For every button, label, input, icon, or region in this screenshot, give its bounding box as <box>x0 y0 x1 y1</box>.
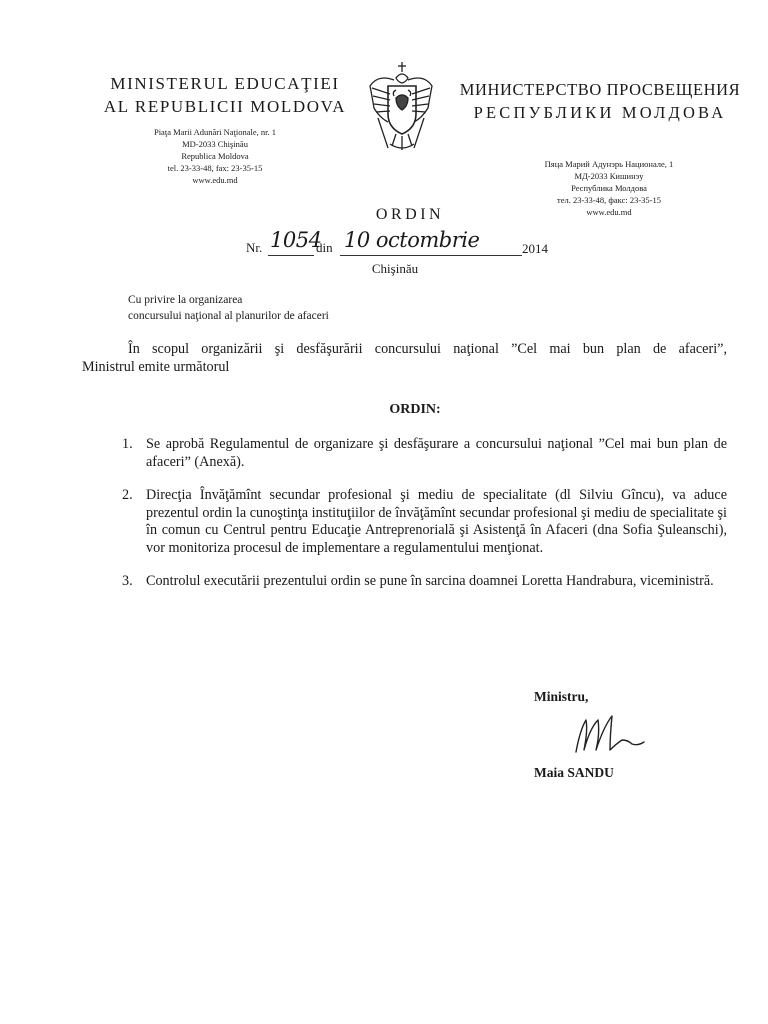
item-text: Se aprobă Regulamentul de organizare şi desfăşurare a concursului naţional ”Cel mai bun plan de afaceri” (Anexă). <box>146 436 727 470</box>
address-line: МД-2033 Кишинэу <box>574 171 644 181</box>
list-item <box>122 573 727 591</box>
number-underline <box>268 255 314 256</box>
address-line: tel. 23-33-48, fax: 23-35-15 <box>167 163 263 173</box>
ministry-header-romanian <box>80 72 370 186</box>
ordin-heading: ORDIN: <box>389 402 441 417</box>
subject-line: Cu privire la organizarea <box>128 294 243 306</box>
address-line: Пяца Марий Адунэрь Национале, 1 <box>544 159 674 169</box>
list-item <box>122 436 727 471</box>
ministry-name-ro-line1: MINISTERUL EDUCAŢIEI <box>110 74 340 93</box>
list-item <box>122 487 727 557</box>
subject-line: concursului naţional al planurilor de afaceri <box>128 310 329 322</box>
order-number-line <box>246 228 566 262</box>
ministry-name-ro-line2: AL REPUBLICII MOLDOVA <box>103 97 347 116</box>
handwritten-signature-icon <box>570 712 660 760</box>
address-line: www.edu.md <box>192 175 238 185</box>
address-line: Республика Молдова <box>571 183 647 193</box>
address-line: Piaţa Marii Adunări Naţionale, nr. 1 <box>153 127 277 137</box>
order-number: 1054 <box>270 228 322 252</box>
item-text: Direcţia Învăţămînt secundar profesional şi mediu de specialitate (dl Silviu Gîncu), va aduce prezentul ordin la cunoştinţa instituţiilor de învăţămînt secundar profesional şi mediu de specialitate şi în comun cu Centrul pentru Educaţie Antreprenorială şi Asistenţă în Afaceri (dna Sofia Şuleanschi), vor monitoriza procesul de implementare a regulamentului menţionat. <box>146 487 727 556</box>
coat-of-arms-icon <box>366 58 436 160</box>
ministry-name-ro <box>80 72 370 118</box>
address-line: www.edu.md <box>586 207 632 217</box>
item-text: Controlul executării prezentului ordin se pune în sarcina doamnei Loretta Handrabura, viceministră. <box>146 573 714 589</box>
nr-prefix: Nr. <box>246 240 263 255</box>
address-line: тел. 23-33-48, факс: 23-35-15 <box>556 195 661 205</box>
address-line: Republica Moldova <box>181 151 249 161</box>
order-year: 2014 <box>522 241 548 256</box>
order-subject <box>128 292 329 324</box>
order-date: 10 octombrie <box>344 228 480 252</box>
signature-title: Ministru, <box>534 689 589 704</box>
signatory-name: Maia SANDU <box>534 765 614 780</box>
ministry-name-ru-line2: РЕСПУБЛИКИ МОЛДОВА <box>473 103 727 122</box>
date-underline <box>340 255 522 256</box>
item-number: 1. <box>122 436 133 452</box>
ministry-header-russian <box>440 78 760 218</box>
intro-line: În scopul organizării şi desfăşurării concursului naţional ”Cel mai bun plan de afaceri”, <box>128 341 727 357</box>
document-title: ORDIN <box>375 206 445 223</box>
intro-line: Ministrul emite următorul <box>82 359 230 375</box>
order-items <box>122 436 727 607</box>
item-number: 2. <box>122 487 133 503</box>
ministry-name-ru <box>440 78 760 124</box>
din-word: din <box>316 240 333 255</box>
ministry-address-ro <box>60 126 370 186</box>
ministry-name-ru-line1: МИНИСТЕРСТВО ПРОСВЕЩЕНИЯ <box>459 80 741 99</box>
order-intro <box>82 340 727 376</box>
address-line: MD-2033 Chişinău <box>182 139 248 149</box>
item-number: 3. <box>122 573 133 589</box>
place-of-issue: Chişinău <box>371 261 419 276</box>
